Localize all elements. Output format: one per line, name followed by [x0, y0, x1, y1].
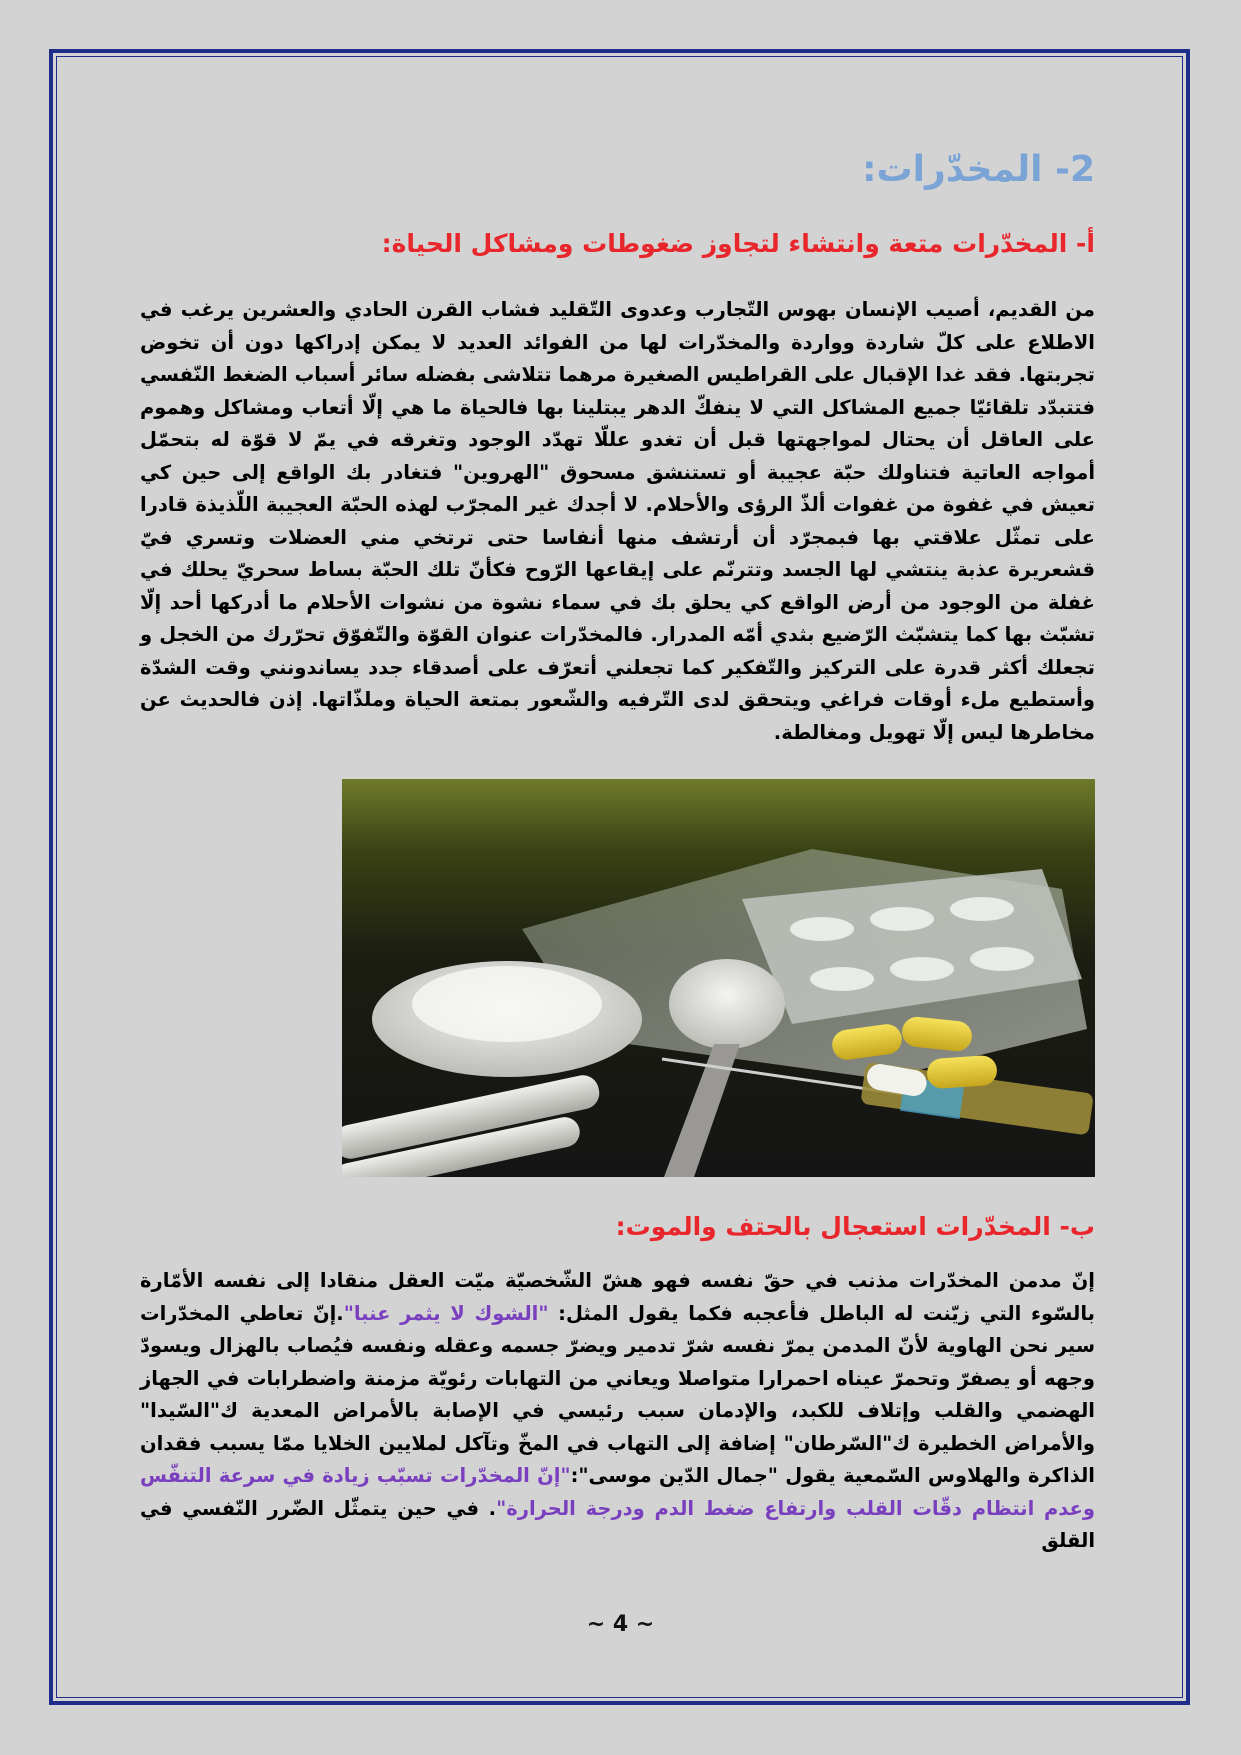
paragraph-2-text-2: .إنّ تعاطي المخدّرات سير نحن الهاوية لأنّ المدمن يمرّ نفسه شرّ تدمير ويضرّ جسمه وعقله ونفسه فيُصاب بالهزال ويسودّ وجهه أو يصفرّ وتحمرّ عيناه احمرارا متواصلا ويعاني من التهابات رئويّة مزمنة واضطرابات في الجهاز الهضمي والقلب وإتلاف للكبد، والإدمان سبب رئيسي في الإصابة بالأمراض المعدية ك"السّيدا" والأمراض الخطيرة ك"السّرطان" إضافة إلى التهاب في المخّ وتآكل لملايين الخلايا ممّا يسبب فقدان الذاكرة والهلاوس السّمعية يقول "جمال الدّين موسى": [140, 1301, 1095, 1487]
section-title: 2- المخدّرات: [862, 149, 1095, 190]
paragraph-2-text-1: إنّ مدمن المخدّرات مذنب في حقّ نفسه فهو هشّ الشّخصيّة ميّت العقل منقادا إلى نفسه الأمّارة بالسّوء التي زيّنت له الباطل فأعجبه فكما يقول المثل: [140, 1269, 1095, 1325]
proverb-quote: "الشوك لا يثمر عنبا" [343, 1301, 549, 1325]
document-body [140, 140, 1095, 1558]
subheading-a: أ- المخدّرات متعة وانتشاء لتجاوز ضغوطات ومشاكل الحياة: [381, 229, 1095, 258]
page-number: ~ 4 ~ [586, 1612, 655, 1637]
subheading-b: ب- المخدّرات استعجال بالحتف والموت: [615, 1212, 1095, 1241]
paragraph-2 [140, 1265, 1095, 1558]
author-quote: "إنّ المخدّرات تسبّب زيادة في سرعة التنفّس وعدم انتظام دقّات القلب وارتفاع ضغط الدم ودرجة الحرارة" [140, 1464, 1095, 1520]
drugs-photo-illustration [342, 779, 1095, 1177]
drugs-photo [342, 779, 1095, 1177]
paragraph-2-text-3: . في حين يتمثّل الضّرر النّفسي في القلق [140, 1496, 1095, 1552]
paragraph-1: من القديم، أصيب الإنسان بهوس التّجارب وعدوى التّقليد فشاب القرن الحادي والعشرين يرغب في الاطلاع على كلّ شاردة وواردة والمخدّرات لها من الفوائد العديد لا يمكن إدراكها دون أن تخوض تجربتها. فقد غدا الإقبال على القراطيس الصغيرة مرهما تتلاشى بفضله سائر أسباب الضغط النّفسي فتتبدّد تلقائيّا جميع المشاكل التي لا ينفكّ الدهر يبتلينا بها فالحياة ما هي إلّا أتعاب ومشاكل وهموم على العاقل أن يحتال لمواجهتها قبل أن تغدو عللّا تهدّد الوجود وتغرقه في يمّ لا قوّة له بتحمّل أمواجه العاتية فتناولك حبّة عجيبة أو تستنشق مسحوق "الهروين" فتغادر بك الواقع إلى حين كي تعيش في غفوة من غفوات ألذّ الرؤى والأحلام. لا أجدك غير المجرّب لهذه الحبّة العجيبة اللّذيذة قادرا على تمثّل علاقتي بها فبمجرّد أن أرتشف منها أنفاسا حتى ترتخي مني العضلات وتسري فيّ قشعريرة عذبة ينتشي لها الجسد وتترنّم على إيقاعها الرّوح فكأنّ تلك الحبّة بساط سحريّ يحلك في غفلة من الوجود من أرض الواقع كي يحلق بك في سماء نشوة من نشوات الأحلام ما أدركها أحد إلّا تشبّث بها كما يتشبّث الرّضيع بثدي أمّه المدرار. فالمخدّرات عنوان القوّة والتّفوّق تحرّرك من الخجل و تجعلك أكثر قدرة على التركيز والتّفكير كما تجعلني أتعرّف على أصدقاء جدد يساندونني وقت الشدّة وأستطيع ملء أوقات فراغي ويتحقق لدى التّرفيه والشّعور بمتعة الحياة وملذّاتها. إذن فالحديث عن مخاطرها ليس إلّا تهويل ومغالطة. [140, 298, 1095, 744]
